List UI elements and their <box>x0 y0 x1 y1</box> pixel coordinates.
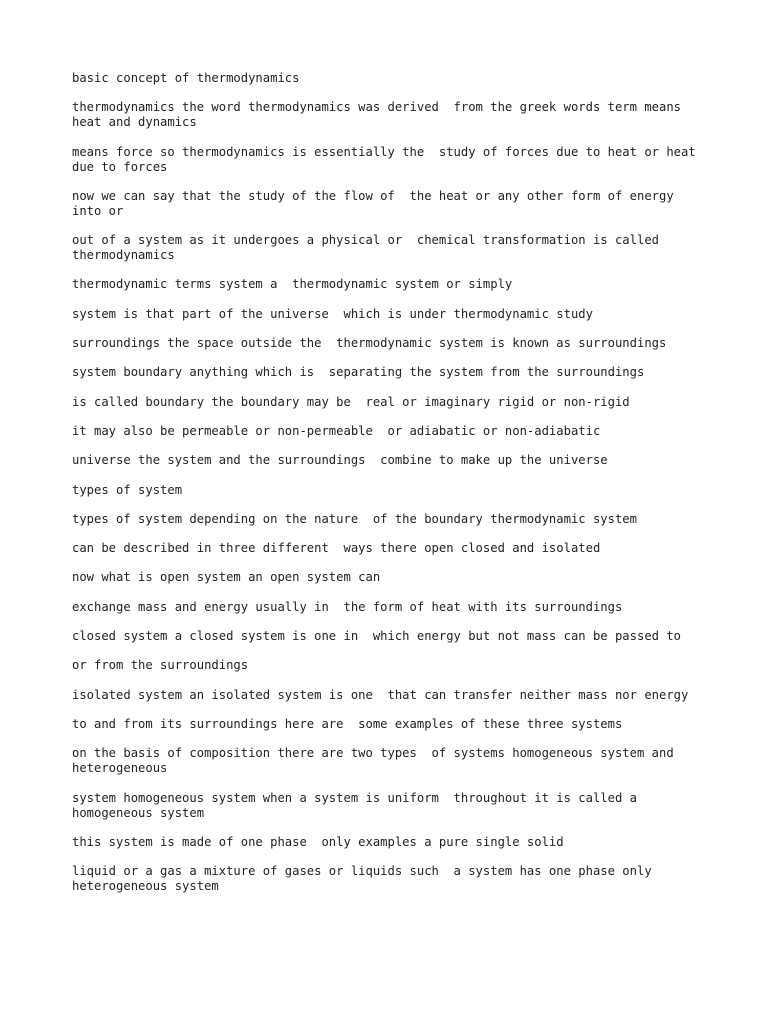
paragraph: closed system a closed system is one in which energy but not mass can be passed to <box>72 629 682 644</box>
paragraph: out of a system as it undergoes a physical or chemical transformation is called thermodynamics <box>72 233 667 263</box>
paragraph: it may also be permeable or non-permeable or adiabatic or non-adiabatic <box>72 423 601 438</box>
paragraph: isolated system an isolated system is one that can transfer neither mass nor energy <box>72 687 689 702</box>
paragraph: or from the surroundings <box>72 658 249 673</box>
paragraph: types of system depending on the nature of the boundary thermodynamic system <box>72 511 637 526</box>
paragraph: this system is made of one phase only examples a pure single solid <box>72 834 564 849</box>
paragraph: system homogeneous system when a system is uniform throughout it is called a homogeneous system <box>72 790 645 820</box>
paragraph: exchange mass and energy usually in the form of heat with its surroundings <box>72 599 623 614</box>
paragraph: means force so thermodynamics is essentially the study of forces due to heat or heat due to forces <box>72 144 704 174</box>
paragraph: types of system <box>72 482 183 497</box>
paragraph-title: basic concept of thermodynamics <box>72 71 300 85</box>
paragraph: system boundary anything which is separating the system from the surroundings <box>72 365 645 380</box>
paragraph: system is that part of the universe which is under thermodynamic study <box>72 306 593 321</box>
paragraph: thermodynamics the word thermodynamics was derived from the greek words term means heat and dynamics <box>72 100 689 130</box>
paragraph: to and from its surroundings here are some examples of these three systems <box>72 716 623 731</box>
paragraph: universe the system and the surroundings combine to make up the universe <box>72 453 608 468</box>
paragraph: is called boundary the boundary may be real or imaginary rigid or non-rigid <box>72 394 630 409</box>
paragraph: now what is open system an open system can <box>72 570 381 585</box>
paragraph: liquid or a gas a mixture of gases or liquids such a system has one phase only heterogeneous system <box>72 864 660 894</box>
paragraph: now we can say that the study of the flow of the heat or any other form of energy into or <box>72 188 682 218</box>
paragraph: can be described in three different ways there open closed and isolated <box>72 541 601 556</box>
paragraph: on the basis of composition there are two types of systems homogeneous system and heterogeneous <box>72 746 682 776</box>
paragraph: thermodynamic terms system a thermodynamic system or simply <box>72 277 513 292</box>
paragraph: surroundings the space outside the thermodynamic system is known as surroundings <box>72 336 667 351</box>
